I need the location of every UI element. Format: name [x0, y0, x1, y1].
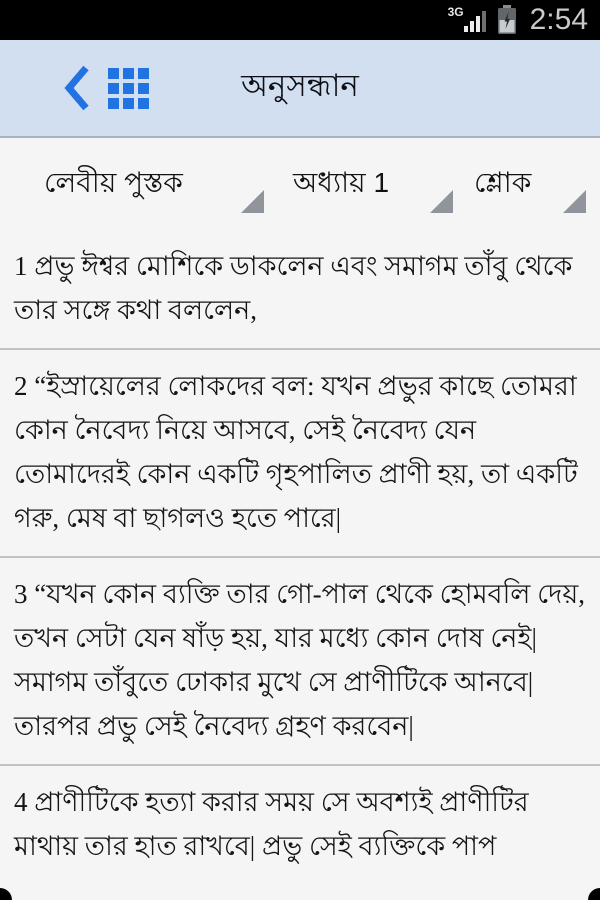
verse-item-4[interactable] — [0, 766, 600, 884]
back-button[interactable] — [62, 63, 94, 113]
book-spinner[interactable] — [14, 153, 264, 215]
verse-item-3[interactable] — [0, 558, 600, 766]
page-title: অনুসন্ধান — [241, 68, 359, 103]
chapter-spinner[interactable] — [285, 153, 453, 215]
dropdown-triangle-icon — [241, 190, 264, 213]
back-chevron-icon — [62, 64, 92, 112]
verse-spinner-label: শ্লোক — [474, 166, 532, 198]
verse-spinner[interactable] — [474, 153, 586, 215]
verse-text: 3 “যখন কোন ব্যক্তি তার গো-পাল থেকে হোমবলি দেয়, তখন সেটা যেন ষাঁড় হয়, যার মধ্যে কোন দোষ নেই| সমাগম তাঁবুতে ঢোকার মুখে সে প্রাণীটিকে আনবে| তারপর প্রভু সেই নৈবেদ্য গ্রহণ করবেন| — [14, 579, 585, 741]
verse-list — [0, 230, 600, 884]
verse-item-2[interactable] — [0, 350, 600, 558]
status-bar — [0, 0, 600, 40]
app-header — [0, 40, 600, 138]
book-spinner-label: লেবীয় পুস্তক — [44, 166, 183, 198]
apps-grid-button[interactable] — [108, 68, 149, 109]
dropdown-triangle-icon — [563, 190, 586, 213]
selector-row — [0, 138, 600, 230]
dropdown-triangle-icon — [430, 190, 453, 213]
screen-corner — [0, 888, 12, 900]
screen-corner — [588, 888, 600, 900]
verse-text: 2 “ইস্রায়েলের লোকদের বল: যখন প্রভুর কাছে তোমরা কোন নৈবেদ্য নিয়ে আসবে, সেই নৈবেদ্য যেন তোমাদেরই কোন একটি গৃহপালিত প্রাণী হয়, তা একটি গরু, মেষ বা ছাগলও হতে পারে| — [14, 371, 578, 533]
network-type-label: 3G — [447, 5, 464, 19]
signal-strength-icon — [448, 6, 486, 34]
verse-text: 1 প্রভু ঈশ্বর মোশিকে ডাকলেন এবং সমাগম তাঁবু থেকে তার সঙ্গে কথা বললেন, — [14, 251, 573, 325]
clock-time: 2:54 — [529, 3, 588, 36]
battery-charging-icon — [496, 5, 518, 35]
verse-text: 4 প্রাণীটিকে হত্যা করার সময় সে অবশ্যই প্রাণীটির মাথায় তার হাত রাখবে| প্রভু সেই ব্যক্তিকে পাপ — [14, 787, 529, 861]
signal-bars-icon — [464, 11, 486, 32]
verse-item-1[interactable] — [0, 230, 600, 350]
chapter-spinner-label: অধ্যায় 1 — [293, 166, 390, 198]
